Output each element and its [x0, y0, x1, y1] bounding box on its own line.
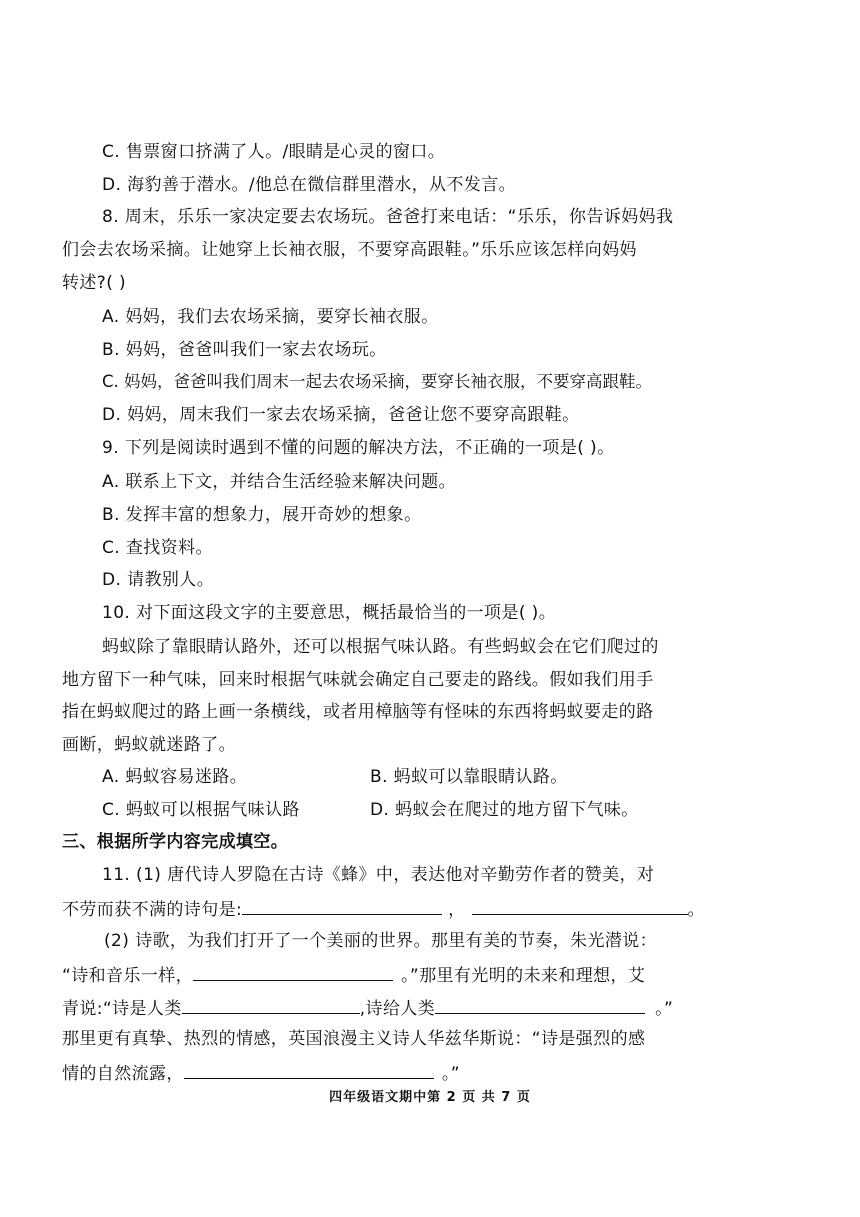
q11-blank-1[interactable] [242, 896, 442, 915]
q10-option-d: D. 蚂蚁会在爬过的地方留下气味。 [370, 800, 639, 820]
q11-blank-2[interactable] [472, 896, 688, 915]
q11-part2-quote1-start: “诗和音乐一样， [62, 966, 194, 986]
q9-option-b: B. 发挥丰富的想象力，展开奇妙的想象。 [102, 505, 422, 525]
q11-blank-4[interactable] [182, 995, 360, 1014]
q9-option-c: C. 查找资料。 [102, 538, 213, 558]
q11-part2-line3 [62, 995, 802, 1021]
q10-option-a: A. 蚂蚁容易迷路。 [102, 767, 248, 787]
q11-part2-quote2-end: 。” [655, 999, 674, 1019]
q11-part1-line1: 11. (1) 唐代诗人罗隐在古诗《蜂》中，表达他对辛勤劳作者的赞美，对 [102, 865, 655, 885]
q11-part2-quote2-mid: ,诗给人类 [359, 999, 436, 1019]
q11-part2-line1: (2) 诗歌，为我们打开了一个美丽的世界。那里有美的节奏，朱光潜说： [104, 931, 658, 951]
q8-option-a: A. 妈妈，我们去农场采摘，要穿长袖衣服。 [102, 307, 439, 327]
q11-part2-line2 [62, 962, 802, 988]
q7-option-c: C. 售票窗口挤满了人。/眼睛是心灵的窗口。 [102, 142, 446, 162]
q10-options-row1 [102, 765, 842, 789]
q11-part2-quote3-end: 。” [441, 1064, 460, 1084]
q11-part1-separator: ， [448, 900, 466, 920]
q11-blank-3[interactable] [193, 962, 393, 981]
q8-stem-line3: 转述?( ) [62, 273, 127, 293]
q9-stem: 9. 下列是阅读时遇到不懂的问题的解决方法，不正确的一项是( )。 [102, 438, 615, 458]
q8-option-b: B. 妈妈，爸爸叫我们一家去农场玩。 [102, 340, 387, 360]
q11-part2-quote1-end: 。”那里有光明的未来和理想，艾 [401, 966, 646, 986]
q11-blank-6[interactable] [184, 1060, 434, 1079]
q7-option-d: D. 海豹善于潜水。/他总在微信群里潜水，从不发言。 [102, 175, 517, 195]
q11-part2-line5 [62, 1060, 802, 1086]
q9-option-d: D. 请教别人。 [102, 570, 215, 590]
q11-part1-prompt: 不劳而获不满的诗句是: [62, 900, 243, 920]
q11-part2-line4: 那里更有真挚、热烈的情感，英国浪漫主义诗人华兹华斯说：“诗是强烈的感 [62, 1029, 646, 1049]
q8-option-c: C. 妈妈，爸爸叫我们周末一起去农场采摘，要穿长袖衣服，不要穿高跟鞋。 [102, 372, 653, 391]
q9-option-a: A. 联系上下文，并结合生活经验来解决问题。 [102, 472, 456, 492]
q11-part2-quote3-start: 情的自然流露， [62, 1064, 184, 1084]
q8-stem-line2: 们会去农场采摘。让她穿上长袖衣服，不要穿高跟鞋。”乐乐应该怎样向妈妈 [62, 240, 637, 260]
q11-part2-quote2-start: 青说:“诗是人类 [62, 999, 182, 1019]
q10-passage-line4: 画断，蚂蚁就迷路了。 [62, 735, 236, 755]
q8-option-d: D. 妈妈，周末我们一家去农场采摘，爸爸让您不要穿高跟鞋。 [102, 405, 580, 425]
q10-passage-line2: 地方留下一种气味，回来时根据气味就会确定自己要走的路线。假如我们用手 [62, 670, 654, 690]
q11-part1-line2 [62, 896, 802, 922]
q11-part1-end: 。 [687, 900, 705, 920]
q10-option-b: B. 蚂蚁可以靠眼睛认路。 [370, 767, 568, 787]
q10-option-c: C. 蚂蚁可以根据气味认路 [102, 800, 300, 820]
q10-passage-line1: 蚂蚁除了靠眼睛认路外，还可以根据气味认路。有些蚂蚁会在它们爬过的 [102, 637, 659, 657]
q10-options-row2 [102, 798, 842, 822]
q10-passage-line3: 指在蚂蚁爬过的路上画一条横线，或者用樟脑等有怪味的东西将蚂蚁要走的路 [62, 702, 654, 722]
q8-stem-line1: 8. 周末，乐乐一家决定要去农场玩。爸爸打来电话：“乐乐，你告诉妈妈我 [102, 207, 674, 227]
page-footer: 四年级语文期中第 2 页 共 7 页 [329, 1090, 531, 1105]
q11-blank-5[interactable] [435, 995, 645, 1014]
q10-stem: 10. 对下面这段文字的主要意思，概括最恰当的一项是( )。 [102, 603, 557, 623]
section3-heading: 三、根据所学内容完成填空。 [62, 832, 289, 852]
